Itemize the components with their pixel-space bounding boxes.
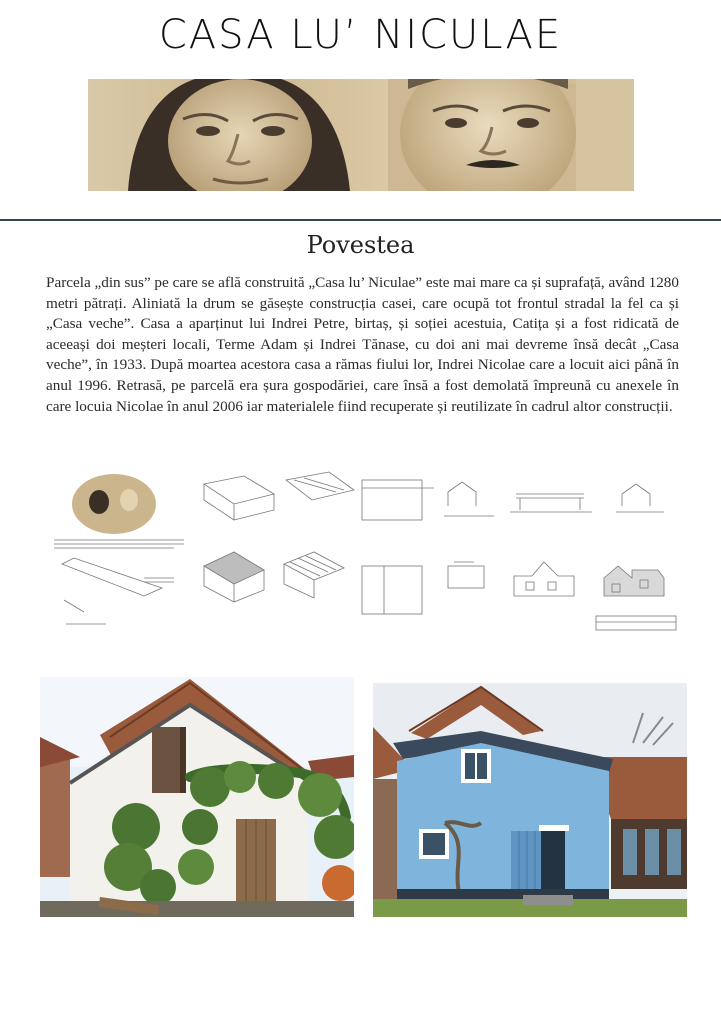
portrait-illustration xyxy=(88,79,634,191)
restored-house-illustration xyxy=(373,683,687,917)
old-house-photo xyxy=(40,677,354,917)
section-divider xyxy=(0,219,721,221)
plans-drawings xyxy=(44,466,680,634)
story-paragraph: Parcela „din sus” pe care se află construită „Casa lu’ Niculae” este mai mare ca și suprafață, având 1280 metri pătrați. Aliniată la drum se găsește construcția casei, care ocupă tot frontul stradal la fel ca și „Casa veche”. Casa a aparținut lui Indrei Petre, birtaș, și soției acestuia, Catița și a fost ridicată de aceeași doi meșteri locali, Terme Adam și Indrei Tănase, cu doi ani mai devreme însă decât „Casa veche”, în 1933. După moartea acestora casa a rămas fiului lor, Indrei Nicolae care a locuit aici până în anul 1996. Retrasă, pe parcelă era șura gospodăriei, care însă a fost demolată împreună cu anexele în care locuia Nicolae în anul 2006 iar materialele fiind recuperate și reutilizate în cadrul altor construcții. xyxy=(46,274,679,415)
page-title: CASA LU’ NICULAE xyxy=(158,12,563,58)
section-heading: Povestea xyxy=(306,231,415,259)
restored-house-photo xyxy=(373,683,687,917)
architectural-plans-image xyxy=(44,466,680,634)
old-house-illustration xyxy=(40,677,354,917)
portrait-banner-image xyxy=(88,79,634,191)
